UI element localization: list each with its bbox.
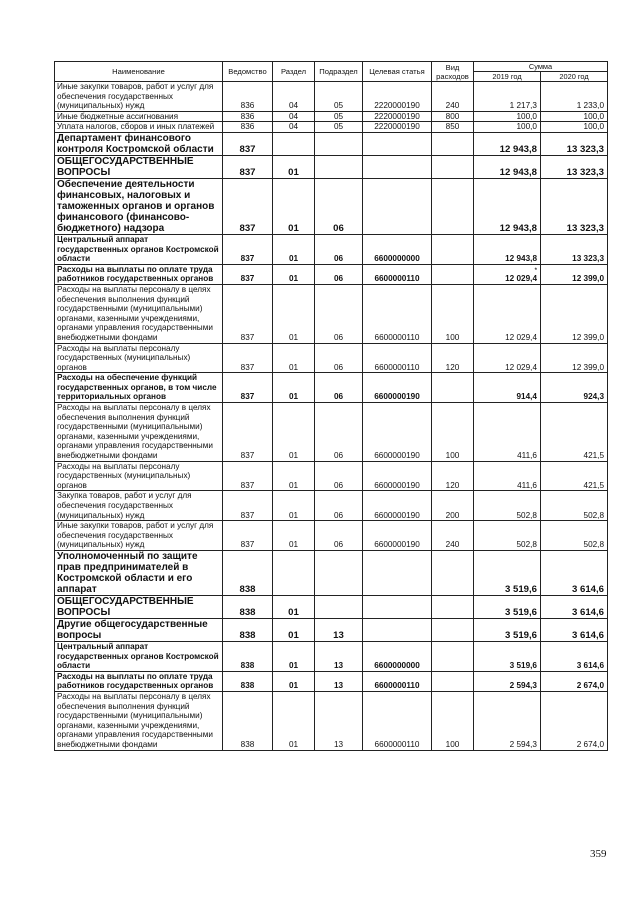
table-row [55,403,608,462]
row-razdel: 01 [273,618,315,641]
table-row [55,595,608,618]
header-vedomstvo: Ведомство [223,62,273,82]
row-name: Расходы на выплаты персоналу в целях обеспечения выполнения функций государственными (муниципальными) органами, казенными учреждениями, органами управления государственными внебюджетными фондами [55,691,223,750]
table-row [55,641,608,671]
table-header [55,62,608,82]
row-name: Расходы на выплаты персоналу в целях обеспечения выполнения функций государственными (муниципальными) органами, казенными учреждениями, органами управления государственными внебюджетными фондами [55,284,223,343]
row-name: Уполномоченный по защите прав предпринимателей в Костромской области и его аппарат [55,550,223,595]
table-row [55,461,608,491]
row-name: Другие общегосударственные вопросы [55,618,223,641]
row-sum-2020: 3 614,6 [541,550,608,595]
row-vid-rashodov: 240 [432,82,474,112]
row-vid-rashodov: 100 [432,691,474,750]
row-podrazdel: 06 [315,461,363,491]
row-cel-statya: 6600000110 [363,264,432,284]
row-vedomstvo: 838 [223,691,273,750]
row-razdel: 01 [273,178,315,234]
row-sum-2020: 12 399,0 [541,343,608,373]
header-podrazdel: Подраздел [315,62,363,82]
table-row [55,618,608,641]
row-podrazdel: 05 [315,111,363,122]
row-razdel: 01 [273,461,315,491]
row-cel-statya [363,595,432,618]
row-razdel: 01 [273,491,315,521]
row-sum-2020: 3 614,6 [541,595,608,618]
row-razdel: 01 [273,234,315,264]
row-podrazdel [315,550,363,595]
row-razdel: 01 [273,284,315,343]
header-name: Наименование [55,62,223,82]
row-vedomstvo: 837 [223,373,273,403]
row-name: Расходы на обеспечение функций государственных органов, в том числе территориальных органов [55,373,223,403]
table-row [55,234,608,264]
row-cel-statya [363,178,432,234]
row-sum-2019: 502,8 [474,491,541,521]
row-vedomstvo: 837 [223,264,273,284]
row-podrazdel: 06 [315,521,363,551]
row-vid-rashodov [432,373,474,403]
row-podrazdel: 06 [315,403,363,462]
row-podrazdel [315,132,363,155]
row-cel-statya: 6600000190 [363,373,432,403]
row-cel-statya: 6600000110 [363,671,432,691]
row-vid-rashodov [432,132,474,155]
row-vid-rashodov [432,155,474,178]
row-podrazdel: 13 [315,671,363,691]
row-sum-2019: 2 594,3 [474,671,541,691]
row-podrazdel: 06 [315,178,363,234]
header-cel-statya: Целевая статья [363,62,432,82]
row-cel-statya [363,550,432,595]
row-razdel: 04 [273,82,315,112]
row-sum-2020: 1 233,0 [541,82,608,112]
row-sum-2020: 13 323,3 [541,178,608,234]
row-sum-2019: 502,8 [474,521,541,551]
row-sum-2020: 12 399,0 [541,264,608,284]
row-razdel: 04 [273,111,315,122]
table-row [55,343,608,373]
row-vid-rashodov [432,641,474,671]
row-cel-statya: 6600000190 [363,461,432,491]
row-podrazdel: 06 [315,284,363,343]
row-sum-2019: 914,4 [474,373,541,403]
row-name: Иные закупки товаров, работ и услуг для обеспечения государственных (муниципальных) нужд [55,82,223,112]
row-vedomstvo: 837 [223,491,273,521]
row-vid-rashodov: 200 [432,491,474,521]
row-vedomstvo: 837 [223,343,273,373]
table-row [55,111,608,122]
row-sum-2019: 411,6 [474,403,541,462]
row-sum-2020: 3 614,6 [541,641,608,671]
row-vid-rashodov [432,550,474,595]
row-podrazdel: 06 [315,264,363,284]
row-razdel: 01 [273,671,315,691]
table-row [55,284,608,343]
row-razdel: 01 [273,595,315,618]
row-sum-2020: 924,3 [541,373,608,403]
table-row [55,155,608,178]
row-vid-rashodov: 100 [432,284,474,343]
row-cel-statya: 6600000190 [363,491,432,521]
row-sum-2019: 12 943,8 [474,155,541,178]
row-sum-2019 [474,264,541,284]
row-vid-rashodov: 850 [432,122,474,133]
row-name: Центральный аппарат государственных органов Костромской области [55,641,223,671]
header-razdel: Раздел [273,62,315,82]
row-name: Расходы на выплаты персоналу в целях обеспечения выполнения функций государственными (муниципальными) органами, казенными учреждениями, органами управления государственными внебюджетными фондами [55,403,223,462]
row-sum-2020: 13 323,3 [541,132,608,155]
row-sum-2020: 502,8 [541,491,608,521]
header-summa: Сумма [474,62,608,72]
row-sum-2020: 12 399,0 [541,284,608,343]
row-cel-statya: 2220000190 [363,82,432,112]
row-vedomstvo: 837 [223,178,273,234]
row-cel-statya [363,155,432,178]
table-body [55,82,608,751]
row-vedomstvo: 838 [223,641,273,671]
row-sum-2020: 2 674,0 [541,691,608,750]
row-sum-2019: 411,6 [474,461,541,491]
row-cel-statya: 6600000110 [363,343,432,373]
page-number: 359 [590,848,607,860]
row-vid-rashodov [432,671,474,691]
table-row [55,691,608,750]
table-row [55,373,608,403]
row-razdel: 04 [273,122,315,133]
table-row [55,132,608,155]
row-vid-rashodov: 120 [432,343,474,373]
row-vedomstvo: 837 [223,132,273,155]
row-vedomstvo: 837 [223,521,273,551]
row-name: Центральный аппарат государственных органов Костромской области [55,234,223,264]
row-vedomstvo: 836 [223,122,273,133]
row-cel-statya: 2220000190 [363,111,432,122]
row-cel-statya: 2220000190 [363,122,432,133]
row-vid-rashodov [432,178,474,234]
asterisk-mark: * [534,268,537,275]
row-vedomstvo: 837 [223,461,273,491]
row-sum-2020: 13 323,3 [541,155,608,178]
row-cel-statya: 6600000110 [363,691,432,750]
row-sum-2019: 12 943,8 [474,234,541,264]
row-podrazdel: 05 [315,82,363,112]
table-row [55,82,608,112]
row-vedomstvo: 838 [223,618,273,641]
row-cel-statya: 6600000000 [363,641,432,671]
row-sum-2019: 12 029,4 [474,284,541,343]
row-sum-2019: 12 029,4 [474,343,541,373]
row-razdel: 01 [273,264,315,284]
row-podrazdel [315,155,363,178]
row-vid-rashodov: 120 [432,461,474,491]
row-cel-statya: 6600000190 [363,403,432,462]
sum-value: 12 029,4 [505,274,537,284]
header-year-2020: 2020 год [541,72,608,82]
row-name: ОБЩЕГОСУДАРСТВЕННЫЕ ВОПРОСЫ [55,155,223,178]
row-razdel: 01 [273,641,315,671]
row-vedomstvo: 838 [223,595,273,618]
row-name: Департамент финансового контроля Костромской области [55,132,223,155]
row-vid-rashodov [432,595,474,618]
row-vedomstvo: 836 [223,82,273,112]
table-row [55,491,608,521]
row-cel-statya: 6600000000 [363,234,432,264]
row-name: Расходы на выплаты персоналу государственных (муниципальных) органов [55,461,223,491]
row-sum-2019: 2 594,3 [474,691,541,750]
row-podrazdel: 06 [315,491,363,521]
row-vedomstvo: 837 [223,155,273,178]
row-sum-2020: 2 674,0 [541,671,608,691]
row-cel-statya: 6600000110 [363,284,432,343]
table-row [55,671,608,691]
row-sum-2019: 3 519,6 [474,618,541,641]
row-name: Расходы на выплаты персоналу государственных (муниципальных) органов [55,343,223,373]
table-row [55,264,608,284]
row-sum-2020: 100,0 [541,122,608,133]
row-name: Иные бюджетные ассигнования [55,111,223,122]
table-row [55,178,608,234]
row-name: Обеспечение деятельности финансовых, налоговых и таможенных органов и органов финансового (финансово-бюджетного) надзора [55,178,223,234]
header-vid-rashodov: Вид расходов [432,62,474,82]
row-sum-2019: 3 519,6 [474,641,541,671]
row-razdel [273,132,315,155]
row-razdel: 01 [273,403,315,462]
row-sum-2019: 100,0 [474,122,541,133]
row-sum-2020: 100,0 [541,111,608,122]
row-vedomstvo: 837 [223,403,273,462]
row-podrazdel: 06 [315,234,363,264]
row-sum-2019: 12 943,8 [474,178,541,234]
row-razdel: 01 [273,521,315,551]
row-sum-2019: 1 217,3 [474,82,541,112]
row-podrazdel: 13 [315,618,363,641]
row-vedomstvo: 838 [223,671,273,691]
row-razdel: 01 [273,373,315,403]
row-sum-2019: 3 519,6 [474,550,541,595]
row-podrazdel: 13 [315,691,363,750]
row-vedomstvo: 837 [223,234,273,264]
row-vid-rashodov [432,264,474,284]
table-row [55,122,608,133]
row-sum-2019: 3 519,6 [474,595,541,618]
row-vid-rashodov: 240 [432,521,474,551]
row-vedomstvo: 837 [223,284,273,343]
row-razdel: 01 [273,343,315,373]
row-podrazdel: 06 [315,343,363,373]
row-sum-2019: 100,0 [474,111,541,122]
table-row [55,521,608,551]
row-vid-rashodov [432,618,474,641]
row-podrazdel: 13 [315,641,363,671]
row-razdel [273,550,315,595]
row-sum-2020: 421,5 [541,403,608,462]
row-name: Уплата налогов, сборов и иных платежей [55,122,223,133]
header-year-2019: 2019 год [474,72,541,82]
row-cel-statya [363,132,432,155]
row-name: Расходы на выплаты по оплате труда работников государственных органов [55,264,223,284]
row-razdel: 01 [273,691,315,750]
row-sum-2020: 3 614,6 [541,618,608,641]
row-name: Закупка товаров, работ и услуг для обеспечения государственных (муниципальных) нужд [55,491,223,521]
row-podrazdel [315,595,363,618]
row-name: ОБЩЕГОСУДАРСТВЕННЫЕ ВОПРОСЫ [55,595,223,618]
row-name: Иные закупки товаров, работ и услуг для обеспечения государственных (муниципальных) нужд [55,521,223,551]
row-vedomstvo: 838 [223,550,273,595]
row-name: Расходы на выплаты по оплате труда работников государственных органов [55,671,223,691]
row-podrazdel: 05 [315,122,363,133]
row-sum-2019: 12 943,8 [474,132,541,155]
row-razdel: 01 [273,155,315,178]
row-cel-statya: 6600000190 [363,521,432,551]
row-cel-statya [363,618,432,641]
budget-table [54,61,608,751]
row-vid-rashodov: 800 [432,111,474,122]
row-sum-2020: 13 323,3 [541,234,608,264]
row-vedomstvo: 836 [223,111,273,122]
row-sum-2020: 502,8 [541,521,608,551]
table-row [55,550,608,595]
row-vid-rashodov [432,234,474,264]
row-vid-rashodov: 100 [432,403,474,462]
row-podrazdel: 06 [315,373,363,403]
row-sum-2020: 421,5 [541,461,608,491]
